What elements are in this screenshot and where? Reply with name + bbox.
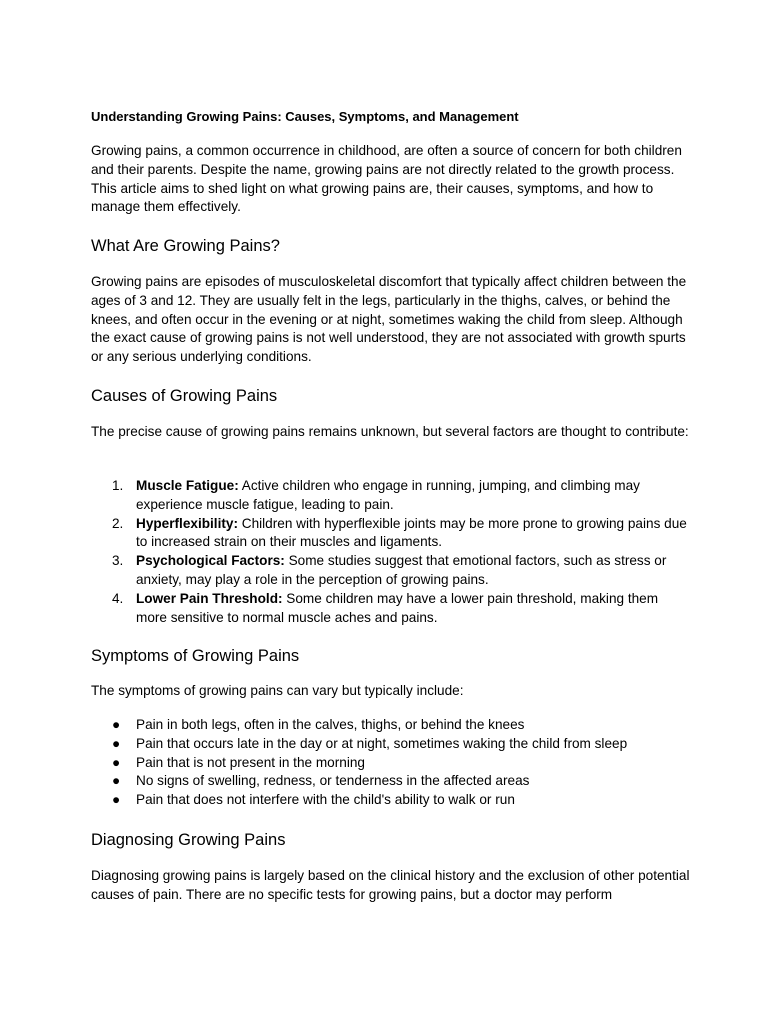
document-title: Understanding Growing Pains: Causes, Symptoms, and Management [91,109,519,124]
list-number: 4. [112,590,124,606]
list-number: 1. [112,478,124,493]
intro-paragraph: Growing pains, a common occurrence in childhood, are often a source of concern for both children and their parents. Despite the name, growing pains are not directly related to the growth process. This article aims to shed light on what growing pains are, their causes, symptoms, and how to manage them effectively. [91,143,682,215]
heading-symptoms: Symptoms of Growing Pains [91,647,300,665]
bullet-icon: ● [112,735,121,751]
list-text: Some children may have a lower pain threshold, making them more sensitive to normal muscle aches and pains. [136,590,659,625]
list-text: Pain in both legs, often in the calves, thighs, or behind the knees [136,717,525,732]
list-text: Pain that does not interfere with the child's ability to walk or run [136,792,515,808]
list-number: 3. [112,553,124,569]
list-item [91,515,691,553]
list-text: Pain that is not present in the morning [136,754,365,770]
list-term: Psychological Factors: [136,553,285,569]
symptoms-paragraph: The symptoms of growing pains can vary but typically include: [91,683,464,698]
list-item [91,552,691,590]
list-item [91,590,691,628]
list-item [91,477,691,515]
list-term: Hyperflexibility: [136,515,238,531]
heading-diagnosing: Diagnosing Growing Pains [91,831,286,849]
list-term: Muscle Fatigue: [136,478,239,493]
bullet-icon: ● [112,773,121,789]
list-text: Children with hyperflexible joints may be more prone to growing pains due to increased strain on their muscles and ligaments. [136,515,687,550]
list-text: No signs of swelling, redness, or tenderness in the affected areas [136,773,530,789]
what-paragraph: Growing pains are episodes of musculoskeletal discomfort that typically affect children between the ages of 3 and 12. They are usually felt in the legs, particularly in the thighs, calves, or behind the knees, and often occur in the evening or at night, sometimes waking the child from sleep. Although the exact cause of growing pains is not well understood, they are not associated with growth spurts or any serious underlying conditions. [91,274,687,365]
list-text: Pain that occurs late in the day or at night, sometimes waking the child from sleep [136,735,628,751]
heading-what-are-growing-pains: What Are Growing Pains? [91,237,280,255]
causes-paragraph: The precise cause of growing pains remains unknown, but several factors are thought to contribute: [91,424,689,439]
bullet-icon: ● [112,792,121,808]
bullet-icon: ● [112,754,121,770]
list-term: Lower Pain Threshold: [136,590,283,606]
list-text: Active children who engage in running, jumping, and climbing may experience muscle fatigue, leading to pain. [136,478,640,512]
list-item [91,772,691,791]
causes-list [91,477,691,627]
list-item [91,716,691,735]
bullet-icon: ● [112,717,121,732]
list-item [91,754,691,773]
diagnosing-paragraph: Diagnosing growing pains is largely based on the clinical history and the exclusion of other potential causes of pain. There are no specific tests for growing pains, but a doctor may perform [91,868,690,902]
heading-causes: Causes of Growing Pains [91,387,278,405]
list-number: 2. [112,515,124,531]
list-item [91,791,691,810]
list-text: Some studies suggest that emotional factors, such as stress or anxiety, may play a role in the perception of growing pains. [136,553,667,587]
symptoms-list [91,716,691,810]
list-item [91,735,691,754]
